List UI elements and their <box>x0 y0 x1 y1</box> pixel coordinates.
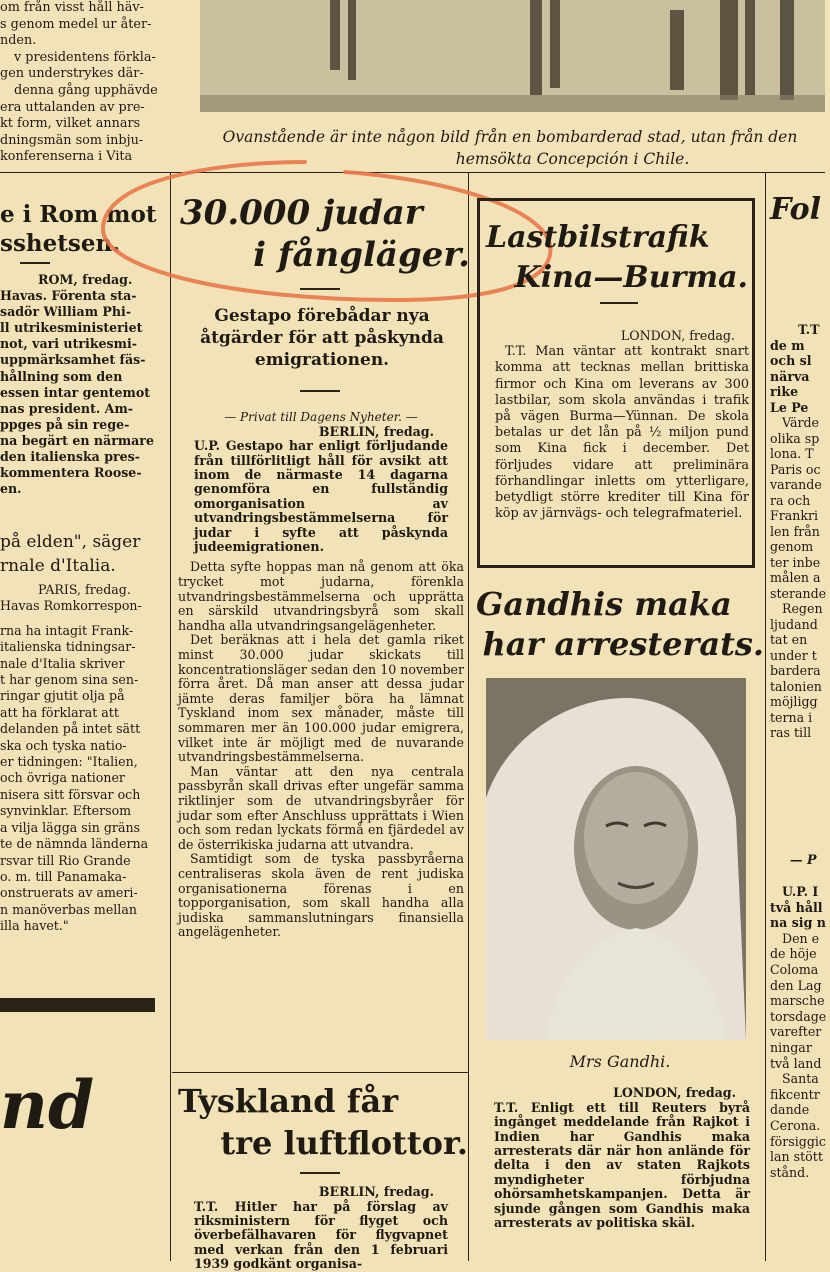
paragraph: Det beräknas att i hela det gamla riket minst 30.000 judar skickats till koncentrationsläger sedan den 10 november förra året. Då man anser att dessa judar jämte deras familjer böra ha lämnat Tyskland inom sex månader, måste till sommaren mer än 100.000 judar emigrera, vilket inte är möjligt med de nuvarande utvandringsbestämmelserna. <box>178 632 464 765</box>
text-line: nale d'Italia skriver <box>0 655 125 671</box>
text-line: ringar gjutit olja på <box>0 688 125 704</box>
text-line: o. m. till Panamaka- <box>0 868 127 884</box>
text-line: torsdage <box>770 1008 827 1024</box>
column-rule <box>170 172 171 1261</box>
text-line: terna i <box>770 709 813 725</box>
text-line: kommentera Roose- <box>0 465 142 481</box>
text-line: essen intar gentemot <box>0 384 151 400</box>
gandhi-photo <box>486 678 746 1040</box>
text-line: Frankri <box>770 508 819 523</box>
text-line: Värde <box>782 415 819 430</box>
gandhi-headline: Gandhis maka har arresterats. <box>476 585 764 663</box>
paragraph: Detta syfte hoppas man nå genom att öka trycket mot judarna, förenkla utvandringsbestämmelserna och upprätta en särskild utvandringsbyrå som skall handha alla utvandringsangelägenheter. <box>178 559 464 633</box>
text-line: dande <box>770 1102 810 1118</box>
text-line: två land <box>770 1055 822 1071</box>
rom-article-body <box>0 272 158 512</box>
text-line: talonien <box>770 678 822 694</box>
rom-article-body-2 <box>0 582 165 962</box>
luftflottor-headline: Tyskland får tre luftflottor. <box>178 1082 468 1162</box>
text-line: onstruerats av ameri- <box>0 885 138 901</box>
text-line: ras till <box>770 725 812 740</box>
rom-headline: e i Rom mot sshetsen. <box>0 201 157 257</box>
section-rule <box>172 1072 468 1073</box>
text-line: uppmärksamhet fäs- <box>0 352 146 368</box>
text-line: fikcentr <box>770 1086 820 1102</box>
text-line: ningar <box>770 1039 812 1055</box>
right-byline: — P <box>790 852 817 867</box>
text-line: olika sp <box>770 430 820 446</box>
text-line: närva <box>770 368 810 384</box>
rom-subhead: på elden", säger rnale d'Italia. <box>0 532 141 576</box>
text-line: Cerona. <box>770 1117 821 1133</box>
gandhi-portrait <box>486 678 746 1040</box>
text-line: varande <box>770 477 822 492</box>
text-line: konferenserna i Vita <box>0 149 133 165</box>
text-line: Santa <box>782 1071 819 1087</box>
text-line: lona. T <box>770 446 814 461</box>
text-line: och övriga nationer <box>0 770 125 786</box>
text-line: Paris oc <box>770 461 821 477</box>
text-line: illa havet." <box>0 918 69 934</box>
left-column-top <box>0 0 168 175</box>
byline: — Privat till Dagens Nyheter. — <box>224 410 418 424</box>
text-line: a vilja lägga sin gräns <box>0 819 141 835</box>
text-line: T.T <box>798 322 820 337</box>
text-line: rsvar till Rio Grande <box>0 852 131 868</box>
dateline: PARIS, fredag. <box>38 582 131 597</box>
right-headline: Fol <box>770 192 822 227</box>
text-line: Den e <box>782 930 820 946</box>
caption-line-2: hemsökta Concepción i Chile. <box>455 150 690 168</box>
short-rule <box>300 288 340 290</box>
text-line: len från <box>770 523 820 539</box>
text-line: v presidentens förkla- <box>14 49 156 65</box>
dateline: BERLIN, fredag. <box>318 1184 434 1199</box>
luftflottor-body <box>178 1184 464 1272</box>
text-line: nden. <box>0 33 37 49</box>
text-line: lan stött <box>770 1149 823 1165</box>
text-line: de m <box>770 337 805 353</box>
text-line: den italienska pres- <box>0 449 140 465</box>
text-line: två håll <box>770 899 823 915</box>
paragraph: Man väntar att den nya centrala passbyrån skall drivas efter ungefär samma riktlinjer som de utvandringsbyråer för judar som efter Anschluss upprättats i Wien och som redan lyckats förmå en fjärdedel av de österrikiska judarna att utvandra. <box>178 763 464 852</box>
text-line: sadör William Phi- <box>0 304 132 320</box>
text-line: nas president. Am- <box>0 400 134 416</box>
text-line: Coloma <box>770 961 819 977</box>
text-line: under t <box>770 647 817 663</box>
text-line: s genom medel ur åter- <box>0 16 152 32</box>
dateline: ROM, fredag. <box>38 272 133 287</box>
text-line: U.P. I <box>782 884 819 899</box>
text-line: te de nämnda länderna <box>0 836 149 852</box>
text-line: den Lag <box>770 977 822 993</box>
text-line: gen understrykes där- <box>0 66 144 82</box>
text-line: t har genom sina sen- <box>0 672 139 688</box>
text-line: målen a <box>770 570 821 585</box>
big-headline-fragment: nd <box>0 1066 95 1144</box>
dateline: LONDON, fredag. <box>613 1085 736 1100</box>
lead-paragraph: T.T. Enligt ett till Reuters byrå ingånget meddelande från Rajkot i Indien har Gandhis maka arresterats där när hon anlände för delta i den av staten Rajkots myndigheter förbjudna ohörsamhetskampanjen. Detta är sjunde gången som Gandhis maka arresterats av politiska skäl. <box>494 1099 750 1230</box>
lead-paragraph: T.T. Hitler har på förslag av riksministern för flyget och överbefälhavaren för flygvapnet med verkan från den 1 februari 1939 godkänt organisa- <box>194 1198 448 1272</box>
column-rule <box>468 172 469 1261</box>
short-rule <box>300 1172 340 1174</box>
top-photo <box>200 0 825 112</box>
text-line: kt form, vilket annars <box>0 116 141 132</box>
lead-paragraph: U.P. Gestapo har enligt förljudande från tillförlitligt håll för avsikt att inom de närmaste 14 dagarna genomföra en fullständig omorganisation av utvandringsbestämmelserna för judar i syfte att påskynda judeemigrationen. <box>194 438 448 555</box>
right-column-body-2 <box>770 884 825 1204</box>
text-line: försiggic <box>770 1133 826 1149</box>
text-line: sterande <box>770 585 827 601</box>
paragraph: Samtidigt som de tyska passbyråerna centraliseras skola även de rent judiska organisationerna förenas i en topporganisation, som skall handha alla judiska sammanslutningars finansiella angelägenheter. <box>178 851 464 940</box>
text-line: hållning som den <box>0 368 123 384</box>
text-line: not, vari utrikesmi- <box>0 336 137 352</box>
text-line: bardera <box>770 663 821 678</box>
text-line: ppges på sin rege- <box>0 416 130 432</box>
text-line: Havas Romkorrespon- <box>0 598 142 614</box>
text-line <box>0 615 165 623</box>
caption-line-1: Ovanstående är inte någon bild från en bombarderad stad, utan från den <box>222 128 798 146</box>
gandhi-photo-caption: Mrs Gandhi. <box>569 1052 671 1071</box>
text-line: ter inbe <box>770 554 821 570</box>
text-line: Regen <box>782 601 823 616</box>
text-line: en. <box>0 481 22 497</box>
text-line: och sl <box>770 353 812 368</box>
judar-headline: 30.000 judar i fångläger. <box>180 193 470 275</box>
lastbil-headline: Lastbilstrafik Kina—Burma. <box>486 220 748 295</box>
text-line: Havas. Förenta sta- <box>0 288 137 304</box>
text-line: na begärt en närmare <box>0 432 154 448</box>
judar-subhead: Gestapo förebådar nya åtgärder för att påskynda emigrationen. <box>200 306 444 370</box>
lastbil-body <box>495 328 749 558</box>
text-line: na sig n <box>770 915 826 931</box>
text-line: stånd. <box>770 1164 810 1180</box>
text-line: ljudand <box>770 616 818 632</box>
text-line: ra och <box>770 492 811 508</box>
photo-caption <box>190 126 830 170</box>
text-line: delanden på intet sätt <box>0 721 141 737</box>
column-rule <box>765 172 766 1261</box>
short-rule <box>20 262 50 264</box>
text-line: varefter <box>770 1024 822 1040</box>
right-column-body <box>770 322 825 792</box>
text-line: Le Pe <box>770 399 809 415</box>
dateline: BERLIN, fredag. <box>318 423 434 439</box>
text-line: ll utrikesministeriet <box>0 320 143 336</box>
text-line: dningsmän som inbju- <box>0 132 144 148</box>
text-line: möjligg <box>770 694 818 709</box>
text-line: om från visst håll häv- <box>0 0 144 15</box>
photo-figures <box>200 0 825 112</box>
judar-article-body <box>178 410 464 1070</box>
text-line: n manöverbas mellan <box>0 901 137 917</box>
text-line: att ha förklarat att <box>0 704 119 720</box>
paragraph: T.T. Man väntar att kontrakt snart komma att tecknas mellan brittiska firmor och Kina om leverans av 300 lastbilar, som skola användas i trafik på vägen Burma—Yünnan. De skola betalas ur det lån på ½ miljon pund som Kina fick i december. Det förljudes vidare att preliminära förhandlingar inletts om ytterligare, betydligt större krediter till Kina för köp av järnvägs- och telegrafmateriel. <box>495 344 749 522</box>
text-line: synvinklar. Eftersom <box>0 803 132 819</box>
text-line: nisera sitt försvar och <box>0 786 141 802</box>
text-line: ska och tyska natio- <box>0 737 127 753</box>
gandhi-body <box>494 1086 750 1261</box>
text-line: tat en <box>770 632 808 647</box>
text-line: rna ha intagit Frank- <box>0 622 134 638</box>
dateline: LONDON, fredag. <box>620 328 735 343</box>
text-line: rike <box>770 384 799 399</box>
section-rule <box>0 172 825 173</box>
text-line: marsche <box>770 993 825 1009</box>
text-line: genom <box>770 539 814 554</box>
heavy-rule <box>0 998 155 1012</box>
text-line: denna gång upphävde <box>14 82 158 98</box>
short-rule <box>600 302 638 304</box>
short-rule <box>300 390 340 392</box>
text-line: er tidningen: "Italien, <box>0 754 138 770</box>
text-line: italienska tidningsar- <box>0 639 136 655</box>
text-line: era uttalanden av pre- <box>0 99 145 115</box>
text-line: de höje <box>770 946 817 962</box>
